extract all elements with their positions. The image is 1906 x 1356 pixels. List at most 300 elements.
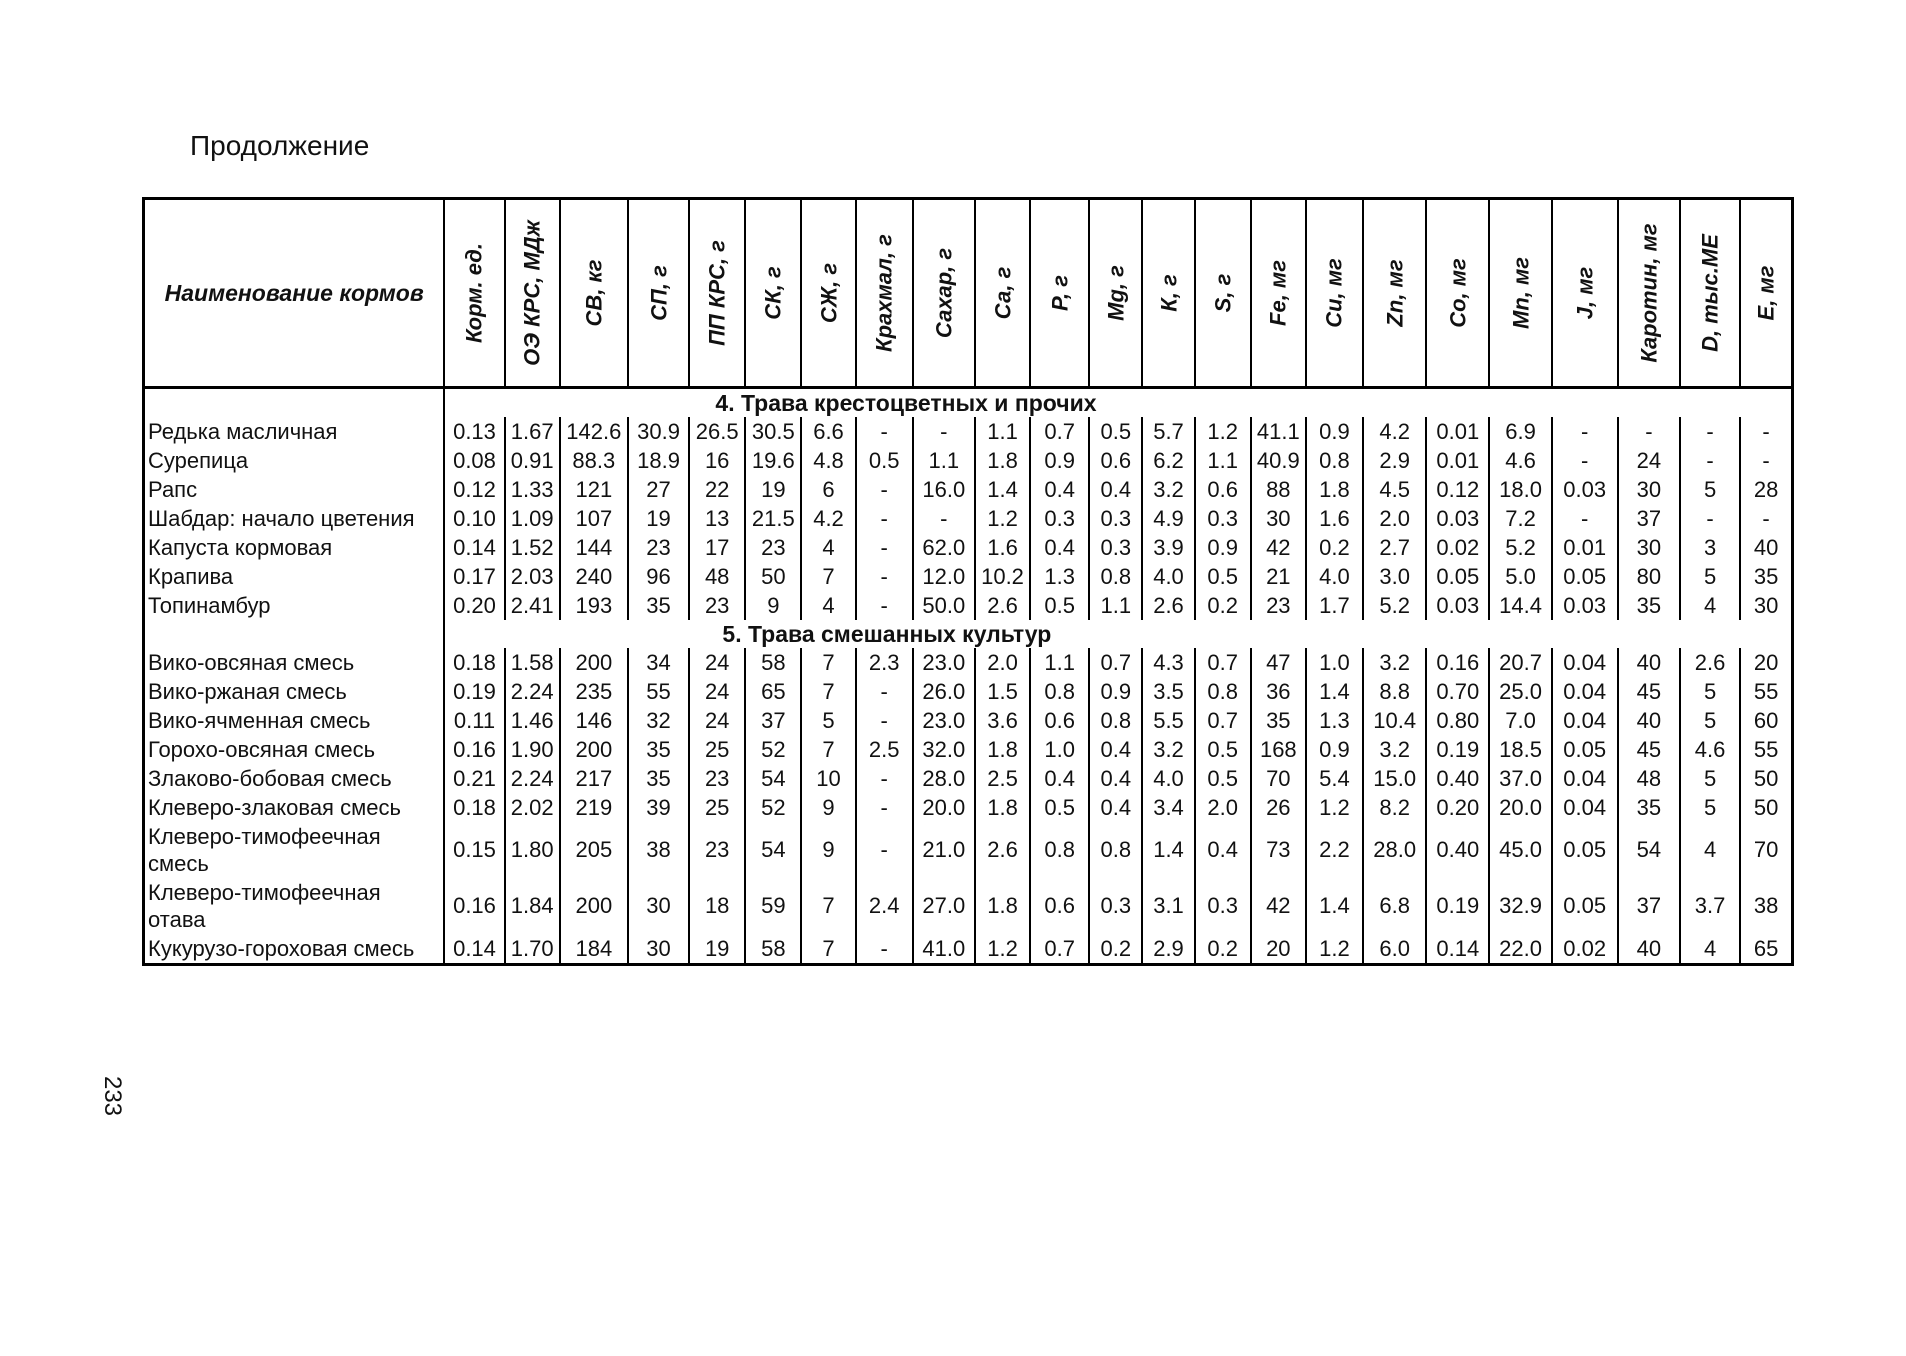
value-cell: 27 — [628, 475, 689, 504]
value-cell: 5 — [1680, 706, 1740, 735]
value-cell: 3.5 — [1142, 677, 1194, 706]
value-cell: 41.0 — [913, 934, 975, 965]
value-cell: 20 — [1740, 648, 1792, 677]
value-cell: 37 — [1618, 878, 1680, 934]
value-cell: 0.2 — [1089, 934, 1142, 965]
value-cell: 0.13 — [444, 417, 504, 446]
value-cell: 10 — [801, 764, 855, 793]
value-cell: 1.4 — [1306, 677, 1363, 706]
section-title: 4. Трава крестоцветных и прочих — [715, 390, 1097, 416]
section-title: 5. Трава смешанных культур — [722, 621, 1052, 647]
value-cell: 54 — [745, 822, 801, 878]
section-spacer — [144, 620, 445, 648]
value-cell: 10.4 — [1363, 706, 1426, 735]
value-cell: 42 — [1251, 878, 1306, 934]
value-cell: 4.0 — [1142, 562, 1194, 591]
column-header-label: Сахар, г — [931, 247, 957, 339]
value-cell: 5.4 — [1306, 764, 1363, 793]
value-cell: 50 — [1740, 793, 1792, 822]
value-cell: 1.2 — [975, 934, 1030, 965]
value-cell: 0.3 — [1089, 533, 1142, 562]
value-cell: 70 — [1251, 764, 1306, 793]
value-cell: 0.05 — [1552, 822, 1618, 878]
value-cell: 37 — [1618, 504, 1680, 533]
value-cell: 4.9 — [1142, 504, 1194, 533]
value-cell: - — [856, 562, 913, 591]
value-cell: 6 — [801, 475, 855, 504]
column-header-label: СК, г — [760, 266, 786, 320]
value-cell: - — [856, 475, 913, 504]
value-cell: 23.0 — [913, 648, 975, 677]
section-row — [144, 388, 1793, 418]
value-cell: 52 — [745, 793, 801, 822]
value-cell: - — [856, 706, 913, 735]
value-cell: 0.05 — [1552, 735, 1618, 764]
value-cell: 0.02 — [1552, 934, 1618, 965]
value-cell: 0.19 — [1426, 878, 1489, 934]
value-cell: 19 — [628, 504, 689, 533]
value-cell: 0.7 — [1089, 648, 1142, 677]
value-cell: 28 — [1740, 475, 1792, 504]
value-cell: 142.6 — [560, 417, 628, 446]
value-cell: 0.05 — [1552, 878, 1618, 934]
value-cell: 1.2 — [975, 504, 1030, 533]
value-cell: 0.14 — [444, 533, 504, 562]
value-cell: 0.40 — [1426, 822, 1489, 878]
value-cell: 18.9 — [628, 446, 689, 475]
value-cell: 23 — [745, 533, 801, 562]
value-cell: 0.04 — [1552, 764, 1618, 793]
value-cell: 219 — [560, 793, 628, 822]
value-cell: 30 — [1618, 475, 1680, 504]
value-cell: 1.8 — [975, 793, 1030, 822]
value-cell: 0.01 — [1552, 533, 1618, 562]
table-row — [144, 677, 1793, 706]
value-cell: 26 — [1251, 793, 1306, 822]
column-header-label: Р, г — [1047, 275, 1073, 311]
value-cell: 1.6 — [975, 533, 1030, 562]
value-cell: 22 — [689, 475, 745, 504]
value-cell: 193 — [560, 591, 628, 620]
table-row — [144, 417, 1793, 446]
value-cell: 1.8 — [975, 446, 1030, 475]
column-header — [689, 199, 745, 388]
value-cell: 47 — [1251, 648, 1306, 677]
column-header-label: Fe, мг — [1265, 260, 1291, 326]
value-cell: 0.5 — [856, 446, 913, 475]
value-cell: 1.1 — [913, 446, 975, 475]
value-cell: 0.70 — [1426, 677, 1489, 706]
value-cell: 18 — [689, 878, 745, 934]
value-cell: 48 — [689, 562, 745, 591]
value-cell: 0.12 — [1426, 475, 1489, 504]
value-cell: - — [856, 822, 913, 878]
value-cell: 37 — [745, 706, 801, 735]
table-row — [144, 504, 1793, 533]
value-cell: 0.6 — [1089, 446, 1142, 475]
value-cell: 50 — [745, 562, 801, 591]
value-cell: 3.2 — [1142, 475, 1194, 504]
value-cell: 0.03 — [1426, 591, 1489, 620]
value-cell: 5.2 — [1489, 533, 1551, 562]
value-cell: 0.16 — [444, 735, 504, 764]
value-cell: 22.0 — [1489, 934, 1551, 965]
value-cell: 5 — [1680, 793, 1740, 822]
value-cell: 2.6 — [1142, 591, 1194, 620]
column-header — [1030, 199, 1089, 388]
value-cell: - — [913, 417, 975, 446]
column-header — [1426, 199, 1489, 388]
value-cell: 2.24 — [505, 764, 560, 793]
value-cell: 6.0 — [1363, 934, 1426, 965]
value-cell: 4.0 — [1306, 562, 1363, 591]
column-header — [1089, 199, 1142, 388]
value-cell: 3.7 — [1680, 878, 1740, 934]
value-cell: 28.0 — [1363, 822, 1426, 878]
value-cell: 24 — [689, 706, 745, 735]
value-cell: 80 — [1618, 562, 1680, 591]
value-cell: 0.03 — [1552, 475, 1618, 504]
value-cell: 0.03 — [1426, 504, 1489, 533]
value-cell: 26.5 — [689, 417, 745, 446]
value-cell: 144 — [560, 533, 628, 562]
column-header-label: Zn, мг — [1382, 259, 1408, 327]
value-cell: 7 — [801, 934, 855, 965]
feed-name: Капуста кормовая — [144, 533, 445, 562]
value-cell: 25 — [689, 793, 745, 822]
value-cell: 35 — [628, 591, 689, 620]
value-cell: - — [856, 504, 913, 533]
value-cell: 32.0 — [913, 735, 975, 764]
value-cell: 2.3 — [856, 648, 913, 677]
table-row — [144, 562, 1793, 591]
value-cell: 3.9 — [1142, 533, 1194, 562]
value-cell: 4.0 — [1142, 764, 1194, 793]
value-cell: 2.0 — [975, 648, 1030, 677]
value-cell: 73 — [1251, 822, 1306, 878]
value-cell: 0.8 — [1030, 677, 1089, 706]
column-header-label: Са, г — [990, 266, 1016, 320]
column-header-label: Cu, мг — [1321, 258, 1347, 328]
value-cell: 5.7 — [1142, 417, 1194, 446]
value-cell: 200 — [560, 735, 628, 764]
column-header — [444, 199, 504, 388]
value-cell: 0.6 — [1195, 475, 1251, 504]
value-cell: 0.5 — [1030, 591, 1089, 620]
value-cell: 24 — [1618, 446, 1680, 475]
value-cell: 8.2 — [1363, 793, 1426, 822]
value-cell: 35 — [628, 735, 689, 764]
value-cell: - — [913, 504, 975, 533]
value-cell: 1.7 — [1306, 591, 1363, 620]
value-cell: 5 — [801, 706, 855, 735]
value-cell: 4.5 — [1363, 475, 1426, 504]
value-cell: - — [1680, 417, 1740, 446]
value-cell: 35 — [1618, 793, 1680, 822]
value-cell: 20.7 — [1489, 648, 1551, 677]
value-cell: 0.8 — [1089, 706, 1142, 735]
value-cell: 40 — [1618, 648, 1680, 677]
feed-name: Шабдар: начало цветения — [144, 504, 445, 533]
value-cell: 16.0 — [913, 475, 975, 504]
value-cell: 3.2 — [1363, 648, 1426, 677]
value-cell: 0.16 — [1426, 648, 1489, 677]
value-cell: 2.02 — [505, 793, 560, 822]
value-cell: 2.4 — [856, 878, 913, 934]
value-cell: 0.4 — [1195, 822, 1251, 878]
value-cell: 1.2 — [1195, 417, 1251, 446]
value-cell: 7 — [801, 648, 855, 677]
value-cell: - — [856, 591, 913, 620]
value-cell: 3.1 — [1142, 878, 1194, 934]
value-cell: 0.3 — [1089, 878, 1142, 934]
value-cell: 2.2 — [1306, 822, 1363, 878]
value-cell: 0.19 — [1426, 735, 1489, 764]
value-cell: 1.80 — [505, 822, 560, 878]
value-cell: 107 — [560, 504, 628, 533]
value-cell: 1.4 — [1306, 878, 1363, 934]
value-cell: 0.21 — [444, 764, 504, 793]
column-header — [1142, 199, 1194, 388]
table-row — [144, 446, 1793, 475]
value-cell: 0.2 — [1195, 591, 1251, 620]
value-cell: 2.24 — [505, 677, 560, 706]
value-cell: 20 — [1251, 934, 1306, 965]
value-cell: 4.2 — [801, 504, 855, 533]
value-cell: 32.9 — [1489, 878, 1551, 934]
value-cell: 30 — [628, 934, 689, 965]
feed-name: Вико-ячменная смесь — [144, 706, 445, 735]
value-cell: 17 — [689, 533, 745, 562]
value-cell: 1.58 — [505, 648, 560, 677]
value-cell: 0.01 — [1426, 417, 1489, 446]
value-cell: 1.33 — [505, 475, 560, 504]
value-cell: 34 — [628, 648, 689, 677]
value-cell: 1.8 — [975, 735, 1030, 764]
feed-name: Топинамбур — [144, 591, 445, 620]
value-cell: 0.91 — [505, 446, 560, 475]
column-header — [1306, 199, 1363, 388]
value-cell: 4.6 — [1489, 446, 1551, 475]
value-cell: - — [1740, 446, 1792, 475]
value-cell: - — [1740, 504, 1792, 533]
value-cell: 0.04 — [1552, 793, 1618, 822]
value-cell: 3.6 — [975, 706, 1030, 735]
column-header-label: ОЭ КРС, МДж — [519, 220, 545, 366]
section-spacer — [144, 388, 445, 418]
value-cell: 88 — [1251, 475, 1306, 504]
value-cell: 0.40 — [1426, 764, 1489, 793]
value-cell: 36 — [1251, 677, 1306, 706]
value-cell: 35 — [1251, 706, 1306, 735]
value-cell: - — [856, 677, 913, 706]
value-cell: 18.0 — [1489, 475, 1551, 504]
value-cell: 41.1 — [1251, 417, 1306, 446]
value-cell: 5 — [1680, 562, 1740, 591]
value-cell: 6.2 — [1142, 446, 1194, 475]
value-cell: 1.3 — [1030, 562, 1089, 591]
value-cell: 38 — [628, 822, 689, 878]
value-cell: 0.11 — [444, 706, 504, 735]
feed-name: Клеверо-тимофеечная отава — [144, 878, 445, 934]
value-cell: 0.9 — [1306, 417, 1363, 446]
column-header-label: СЖ, г — [816, 262, 841, 324]
value-cell: 0.20 — [1426, 793, 1489, 822]
column-header-label: СВ, кг — [581, 259, 607, 327]
value-cell: 40 — [1618, 706, 1680, 735]
value-cell: 0.10 — [444, 504, 504, 533]
value-cell: 62.0 — [913, 533, 975, 562]
value-cell: 0.8 — [1195, 677, 1251, 706]
value-cell: 9 — [745, 591, 801, 620]
feed-name: Крапива — [144, 562, 445, 591]
value-cell: 0.3 — [1030, 504, 1089, 533]
value-cell: 0.05 — [1426, 562, 1489, 591]
value-cell: 42 — [1251, 533, 1306, 562]
value-cell: 200 — [560, 648, 628, 677]
value-cell: 21 — [1251, 562, 1306, 591]
value-cell: 0.4 — [1089, 735, 1142, 764]
column-header-label: Со, мг — [1445, 258, 1471, 328]
value-cell: 0.7 — [1195, 706, 1251, 735]
value-cell: 28.0 — [913, 764, 975, 793]
value-cell: 0.4 — [1089, 793, 1142, 822]
value-cell: 0.01 — [1426, 446, 1489, 475]
value-cell: 1.3 — [1306, 706, 1363, 735]
value-cell: 24 — [689, 648, 745, 677]
value-cell: 2.6 — [975, 591, 1030, 620]
value-cell: 45 — [1618, 677, 1680, 706]
value-cell: 3.2 — [1142, 735, 1194, 764]
feed-name: Кукурузо-гороховая смесь — [144, 934, 445, 965]
value-cell: 2.5 — [856, 735, 913, 764]
value-cell: 1.67 — [505, 417, 560, 446]
value-cell: 58 — [745, 934, 801, 965]
value-cell: 38 — [1740, 878, 1792, 934]
value-cell: 1.1 — [1089, 591, 1142, 620]
value-cell: 1.8 — [975, 878, 1030, 934]
value-cell: 200 — [560, 878, 628, 934]
value-cell: 0.4 — [1030, 533, 1089, 562]
value-cell: 0.04 — [1552, 677, 1618, 706]
value-cell: 40 — [1740, 533, 1792, 562]
value-cell: 7 — [801, 562, 855, 591]
table-row — [144, 591, 1793, 620]
column-header-label: К, г — [1156, 274, 1181, 312]
value-cell: - — [1552, 446, 1618, 475]
value-cell: 1.2 — [1306, 793, 1363, 822]
value-cell: 45.0 — [1489, 822, 1551, 878]
value-cell: 2.6 — [1680, 648, 1740, 677]
column-header-name: Наименование кормов — [144, 199, 445, 388]
value-cell: 23 — [689, 591, 745, 620]
column-header — [1195, 199, 1251, 388]
value-cell: 23 — [628, 533, 689, 562]
value-cell: 26.0 — [913, 677, 975, 706]
value-cell: 52 — [745, 735, 801, 764]
feed-name: Вико-овсяная смесь — [144, 648, 445, 677]
value-cell: 4.3 — [1142, 648, 1194, 677]
column-header — [505, 199, 560, 388]
value-cell: 0.8 — [1089, 822, 1142, 878]
value-cell: 6.8 — [1363, 878, 1426, 934]
value-cell: 0.02 — [1426, 533, 1489, 562]
value-cell: - — [856, 764, 913, 793]
value-cell: 50 — [1740, 764, 1792, 793]
value-cell: 0.7 — [1030, 934, 1089, 965]
column-header — [628, 199, 689, 388]
value-cell: 20.0 — [913, 793, 975, 822]
column-header — [1618, 199, 1680, 388]
value-cell: 0.3 — [1195, 878, 1251, 934]
column-header-label: Mg, г — [1103, 265, 1129, 321]
value-cell: 0.15 — [444, 822, 504, 878]
value-cell: 0.04 — [1552, 706, 1618, 735]
value-cell: 4 — [801, 533, 855, 562]
value-cell: 7 — [801, 735, 855, 764]
header-row — [144, 199, 1793, 388]
value-cell: 146 — [560, 706, 628, 735]
value-cell: 7.2 — [1489, 504, 1551, 533]
value-cell: 1.0 — [1306, 648, 1363, 677]
table-row — [144, 878, 1793, 934]
value-cell: 1.1 — [1030, 648, 1089, 677]
feed-name: Редька масличная — [144, 417, 445, 446]
table-row — [144, 533, 1793, 562]
value-cell: 0.08 — [444, 446, 504, 475]
value-cell: 1.70 — [505, 934, 560, 965]
table-row — [144, 764, 1793, 793]
value-cell: 88.3 — [560, 446, 628, 475]
value-cell: 0.3 — [1089, 504, 1142, 533]
value-cell: 2.0 — [1195, 793, 1251, 822]
value-cell: 21.5 — [745, 504, 801, 533]
value-cell: 0.20 — [444, 591, 504, 620]
value-cell: 0.18 — [444, 793, 504, 822]
value-cell: 205 — [560, 822, 628, 878]
column-header-label: Крахмал, г — [871, 234, 897, 352]
column-header-label: ПП КРС, г — [704, 240, 730, 346]
value-cell: 4 — [1680, 822, 1740, 878]
column-header — [913, 199, 975, 388]
table-row — [144, 735, 1793, 764]
column-header — [1740, 199, 1792, 388]
value-cell: 54 — [745, 764, 801, 793]
column-header — [1363, 199, 1426, 388]
feed-name: Клеверо-тимофеечная смесь — [144, 822, 445, 878]
value-cell: - — [1618, 417, 1680, 446]
value-cell: 35 — [628, 764, 689, 793]
column-header-label: J, мг — [1572, 266, 1598, 320]
value-cell: 3 — [1680, 533, 1740, 562]
value-cell: 5.2 — [1363, 591, 1426, 620]
table-row — [144, 706, 1793, 735]
value-cell: 2.6 — [975, 822, 1030, 878]
value-cell: 58 — [745, 648, 801, 677]
value-cell: 2.0 — [1363, 504, 1426, 533]
value-cell: 12.0 — [913, 562, 975, 591]
value-cell: 168 — [1251, 735, 1306, 764]
table-row — [144, 793, 1793, 822]
value-cell: 15.0 — [1363, 764, 1426, 793]
value-cell: 235 — [560, 677, 628, 706]
feed-name: Вико-ржаная смесь — [144, 677, 445, 706]
value-cell: 0.2 — [1306, 533, 1363, 562]
value-cell: 1.52 — [505, 533, 560, 562]
value-cell: 14.4 — [1489, 591, 1551, 620]
value-cell: 0.4 — [1089, 475, 1142, 504]
value-cell: 0.80 — [1426, 706, 1489, 735]
